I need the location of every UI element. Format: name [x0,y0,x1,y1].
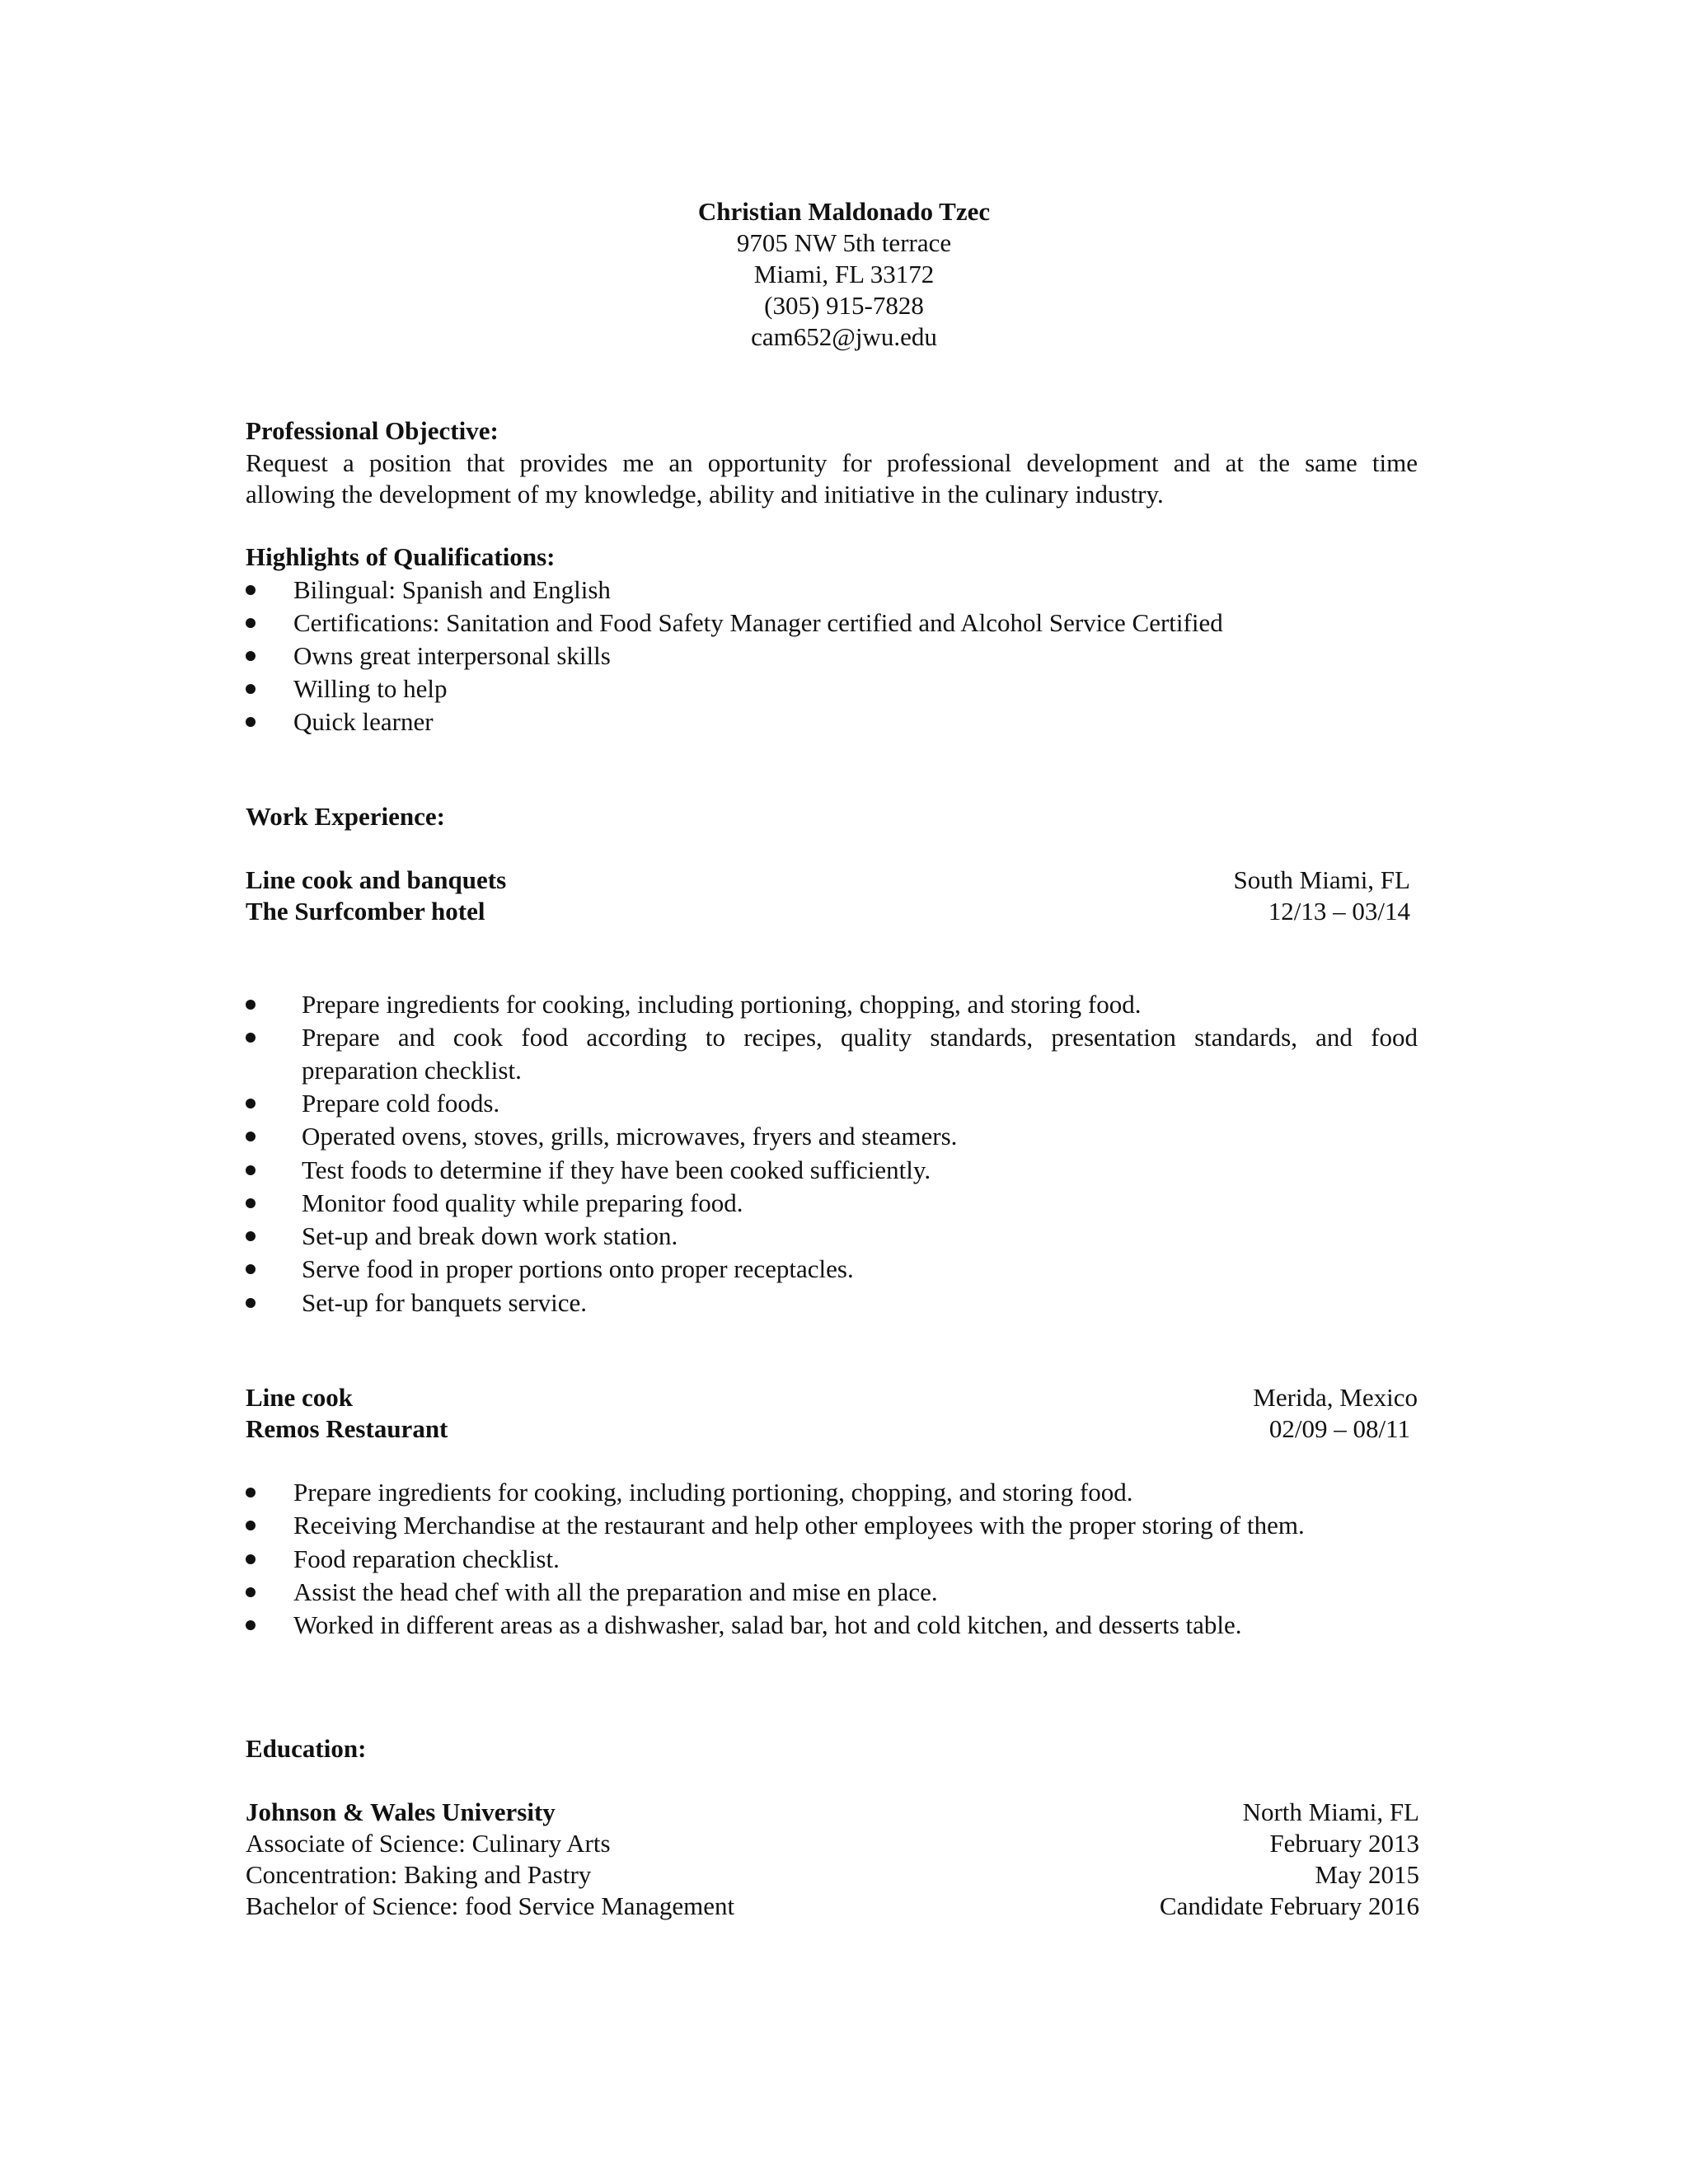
list-item: Monitor food quality while preparing food. [302,1188,743,1217]
bullet-icon [246,1165,256,1175]
job-employer: Remos Restaurant [246,1414,448,1443]
list-item-continuation: preparation checklist. [302,1056,522,1085]
bullet-icon [246,1033,256,1043]
bullet-icon [246,1198,256,1208]
list-item: Operated ovens, stoves, grills, microwaves, fryers and steamers. [302,1122,958,1151]
bullet-icon [246,1000,256,1010]
job-title: Line cook and banquets [246,865,507,894]
list-item: Willing to help [293,674,448,703]
bullet-icon [246,1488,256,1497]
degree-label: Associate of Science: Culinary Arts [246,1829,611,1858]
bullet-icon [246,1264,256,1274]
list-item: Assist the head chef with all the preparation and mise en place. [293,1577,938,1606]
work-heading: Work Experience: [246,802,445,831]
list-item: Test foods to determine if they have been cooked sufficiently. [302,1155,931,1184]
bullet-icon [246,585,256,595]
email-address: cam652@jwu.edu [751,322,937,351]
bullet-icon [246,1587,256,1597]
list-item: Certifications: Sanitation and Food Safety Manager certified and Alcohol Service Certified [293,608,1223,637]
objective-heading: Professional Objective: [246,416,499,445]
job-dates: 12/13 – 03/14 [1268,897,1410,926]
bullet-icon [246,1554,256,1564]
bullet-icon [246,717,256,727]
degree-date: February 2013 [1269,1829,1419,1858]
candidate-name: Christian Maldonado Tzec [697,197,991,226]
list-item: Receiving Merchandise at the restaurant and help other employees with the proper storing of them. [293,1511,1305,1540]
bullet-icon [246,651,256,661]
bullet-icon [246,1620,256,1630]
job-title: Line cook [246,1383,354,1412]
list-item: Worked in different areas as a dishwasher, salad bar, hot and cold kitchen, and desserts table. [293,1610,1242,1639]
bullet-icon [246,684,256,694]
list-item: Bilingual: Spanish and English [293,575,611,604]
list-item: Food reparation checklist. [293,1544,560,1573]
job-dates: 02/09 – 08/11 [1268,1414,1410,1443]
degree-label: Bachelor of Science: food Service Management [246,1891,735,1920]
bullet-icon [246,1298,256,1308]
list-item: Owns great interpersonal skills [293,641,611,670]
degree-date: Candidate February 2016 [1159,1891,1419,1920]
school-location: North Miami, FL [1242,1797,1419,1826]
bullet-icon [246,1521,256,1530]
highlights-heading: Highlights of Qualifications: [246,542,556,571]
job-employer: The Surfcomber hotel [246,897,485,926]
job-location: Merida, Mexico [1253,1383,1418,1412]
list-item: Prepare ingredients for cooking, including portioning, chopping, and storing food. [302,990,1142,1019]
bullet-icon [246,618,256,628]
bullet-icon [246,1099,256,1108]
list-item: Set-up and break down work station. [302,1221,678,1250]
address-line-1: 9705 NW 5th terrace [736,228,952,257]
list-item: Set-up for banquets service. [302,1288,588,1317]
bullet-icon [246,1231,256,1241]
list-item: Prepare ingredients for cooking, including portioning, chopping, and storing food. [293,1478,1133,1507]
phone-number: (305) 915-7828 [764,291,924,320]
list-item: Serve food in proper portions onto proper receptacles. [302,1254,854,1283]
list-item: Prepare cold foods. [302,1089,500,1118]
objective-line-2: allowing the development of my knowledge, ability and initiative in the culinary industry. [246,480,1164,509]
education-heading: Education: [246,1734,367,1763]
degree-label: Concentration: Baking and Pastry [246,1860,592,1889]
degree-date: May 2015 [1315,1860,1419,1889]
school-name: Johnson & Wales University [246,1797,556,1826]
list-item: Quick learner [293,707,434,736]
objective-line-1: Request a position that provides me an opportunity for professional development and at the same time [246,448,1418,477]
bullet-icon [246,1132,256,1141]
list-item: Prepare and cook food according to recipes, quality standards, presentation standards, and food [302,1023,1418,1052]
address-line-2: Miami, FL 33172 [753,260,935,288]
job-location: South Miami, FL [1233,865,1410,894]
